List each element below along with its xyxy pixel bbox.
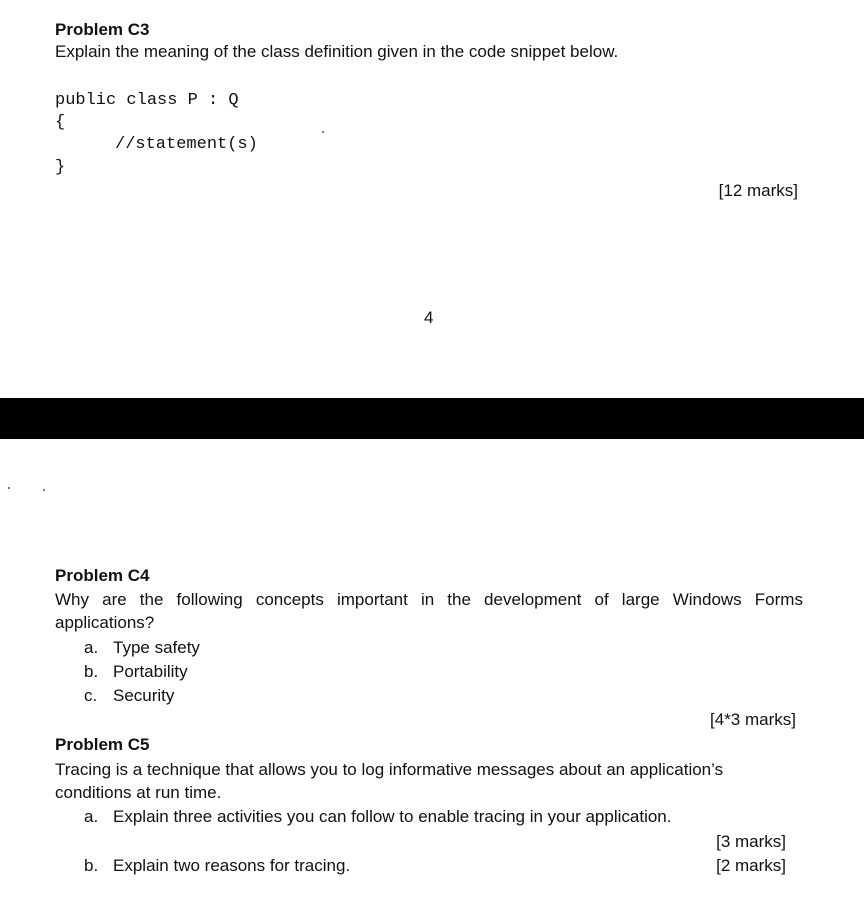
scan-speck bbox=[322, 131, 324, 133]
problem-c4-title: Problem C4 bbox=[55, 566, 150, 585]
problem-c5-item-b-marks: [2 marks] bbox=[716, 856, 786, 875]
code-line-open-brace: { bbox=[55, 113, 66, 132]
question-word: the bbox=[139, 590, 164, 609]
code-line-statement-comment: //statement(s) bbox=[115, 135, 258, 154]
code-line-class-declaration: public class P : Q bbox=[55, 91, 239, 110]
scan-speck bbox=[43, 489, 45, 491]
question-word: development bbox=[484, 590, 582, 609]
list-marker: b. bbox=[84, 856, 99, 875]
list-marker: a. bbox=[84, 807, 99, 826]
list-marker: a. bbox=[84, 638, 99, 657]
problem-c3-marks: [12 marks] bbox=[718, 181, 798, 200]
list-item-security: Security bbox=[113, 686, 175, 705]
problem-c3-prompt: Explain the meaning of the class definition given in the code snippet below. bbox=[55, 42, 619, 61]
problem-c5-title: Problem C5 bbox=[55, 735, 150, 754]
question-word: large bbox=[621, 590, 660, 609]
question-word: Windows bbox=[672, 590, 742, 609]
problem-c5-item-a-marks: [3 marks] bbox=[716, 832, 786, 851]
problem-c5-item-a: Explain three activities you can follow to enable tracing in your application. bbox=[113, 807, 672, 826]
question-word: Forms bbox=[754, 590, 803, 609]
scan-speck bbox=[8, 487, 10, 489]
question-word: are bbox=[102, 590, 127, 609]
question-word: in bbox=[420, 590, 435, 609]
problem-c4-marks: [4*3 marks] bbox=[710, 710, 796, 729]
list-item-portability: Portability bbox=[113, 662, 188, 681]
problem-c4-question-line1 bbox=[55, 589, 803, 611]
list-marker: b. bbox=[84, 662, 99, 681]
problem-c5-intro-line1: Tracing is a technique that allows you to log informative messages about an application’s bbox=[55, 760, 724, 779]
problem-c5-item-b: Explain two reasons for tracing. bbox=[113, 856, 351, 875]
list-item-type-safety: Type safety bbox=[113, 638, 200, 657]
list-marker: c. bbox=[84, 686, 98, 705]
page-number: 4 bbox=[424, 308, 434, 327]
question-word: concepts bbox=[255, 590, 324, 609]
problem-c5-intro-line2: conditions at run time. bbox=[55, 783, 222, 802]
question-word: Why bbox=[55, 590, 89, 609]
problem-c4-question-line2: applications? bbox=[55, 613, 155, 632]
question-word: the bbox=[447, 590, 471, 609]
problem-c3-title: Problem C3 bbox=[55, 20, 150, 39]
page-divider-band bbox=[0, 398, 864, 439]
question-word: of bbox=[594, 590, 609, 609]
question-word: following bbox=[176, 590, 243, 609]
question-word: important bbox=[336, 590, 408, 609]
code-line-close-brace: } bbox=[55, 158, 66, 177]
